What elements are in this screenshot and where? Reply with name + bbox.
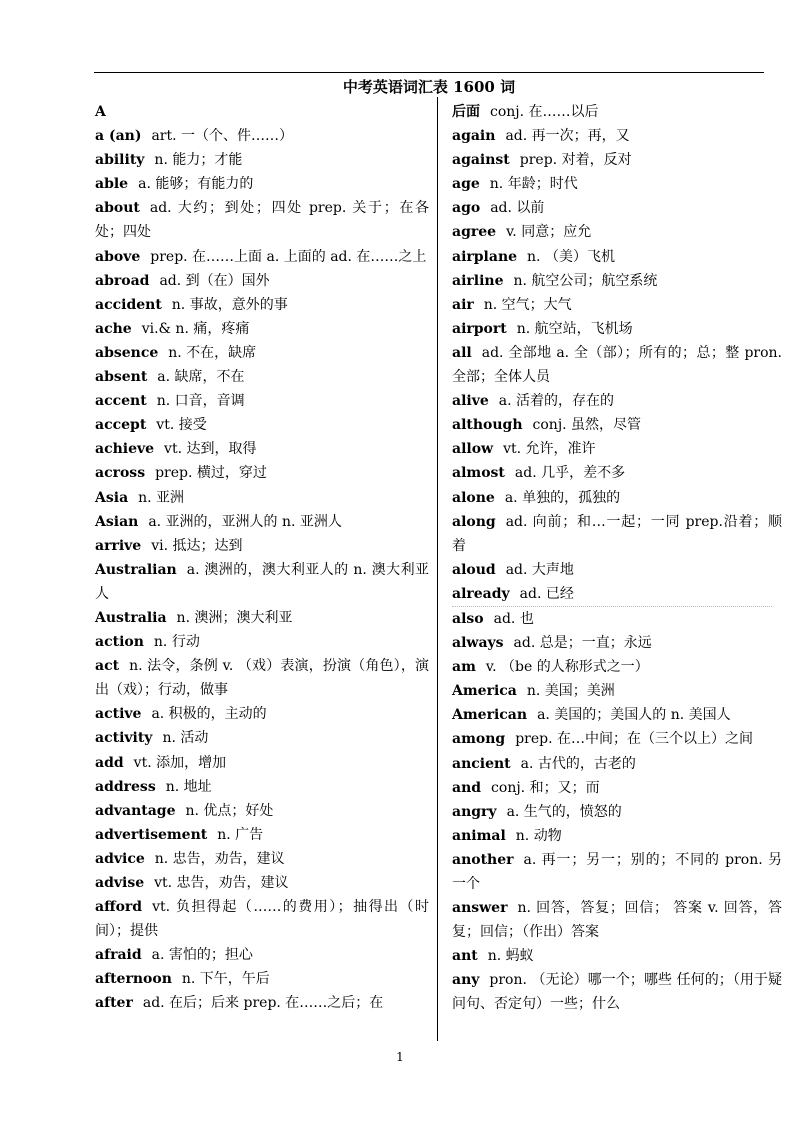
vocab-definition: n. 下午，午后: [181, 971, 270, 988]
vocab-word: A: [95, 104, 106, 120]
vocab-entry: [95, 461, 429, 485]
vocab-entry: [452, 389, 782, 413]
vocab-word: about: [95, 200, 140, 217]
vocab-entry: [95, 389, 429, 413]
vocab-definition: n. （美）飞机: [527, 248, 615, 265]
vocab-word: accident: [95, 296, 162, 313]
vocab-entry: [452, 679, 782, 703]
vocab-definition: ad. 大约；到处；四处 prep. 关于；在各处；四处: [95, 200, 429, 241]
vocab-word: always: [452, 635, 504, 652]
vocab-entry: [452, 196, 782, 220]
vocab-entry: [452, 172, 782, 196]
vocab-entry: [95, 823, 429, 847]
vocab-definition: vt. 允许，准许: [503, 441, 596, 458]
vocab-definition: ad. 已经: [519, 585, 574, 602]
vocab-entry: [95, 895, 429, 943]
vocab-word: address: [95, 778, 156, 795]
vocab-definition: prep. 在…中间；在（三个以上）之间: [515, 731, 754, 748]
vocab-entry: [95, 775, 429, 799]
vocab-definition: a. 能够；有能力的: [138, 176, 254, 193]
vocab-definition: vt. 负担得起（……的费用）；抽得出（时间）；提供: [95, 899, 429, 940]
vocab-word: American: [452, 707, 528, 724]
vocab-definition: vt. 忠告，劝告，建议: [154, 875, 289, 891]
vocab-entry: [95, 196, 429, 244]
vocab-word: across: [95, 465, 146, 482]
vocab-word: alone: [452, 489, 495, 506]
vocab-word: among: [452, 731, 506, 748]
vocab-entry: [95, 799, 429, 823]
vocab-definition: n. 地址: [165, 778, 212, 795]
vocab-definition: vi. 抵达；达到: [151, 537, 243, 554]
vocab-entry: [95, 847, 429, 871]
vocab-definition: a. 积极的，主动的: [151, 706, 267, 723]
vocab-entry: [452, 824, 782, 848]
page-title: 中考英语词汇表 1600 词: [342, 78, 516, 96]
vocab-word: allow: [452, 441, 494, 458]
vocab-entry: [452, 558, 782, 582]
vocab-entry: [95, 437, 429, 461]
vocab-entry: [95, 510, 429, 534]
vocab-entry: [95, 534, 429, 558]
vocab-word: act: [95, 658, 120, 675]
vocab-definition: a. 生气的，愤怒的: [506, 803, 622, 820]
vocab-definition: ad. 向前；和…一起；一同 prep.沿着；顺着: [452, 513, 782, 554]
vocab-word: advice: [95, 850, 145, 867]
vocab-entry: [452, 220, 782, 244]
vocab-entry: [452, 100, 782, 124]
vocab-word: age: [452, 176, 480, 193]
vocab-word: afternoon: [95, 971, 172, 988]
vocab-definition: ad. 几乎，差不多: [514, 465, 626, 482]
vocab-word: advise: [95, 875, 145, 891]
vocab-word: advertisement: [95, 826, 208, 843]
vocab-entry: [452, 582, 772, 607]
vocab-entry: [95, 245, 429, 269]
vocab-definition: ad. 以前: [490, 200, 545, 217]
vocab-word: ancient: [452, 755, 511, 772]
vocab-entry: [95, 148, 429, 172]
left-column: [95, 100, 429, 1016]
vocab-definition: n. 行动: [153, 634, 200, 651]
vocab-definition: a. 再一；另一；别的；不同的 pron. 另一个: [452, 851, 782, 892]
vocab-definition: a. 单独的，孤独的: [504, 489, 621, 506]
vocab-definition: n. 广告: [217, 826, 264, 843]
vocab-definition: n. 动物: [515, 827, 562, 844]
vocab-word: air: [452, 296, 474, 313]
vocab-word: 后面: [452, 104, 480, 120]
vocab-entry: [452, 293, 782, 317]
vocab-word: angry: [452, 803, 497, 820]
vocab-entry: [452, 703, 782, 727]
vocab-entry: [95, 726, 429, 750]
vocab-word: Asian: [95, 513, 139, 530]
vocab-word: almost: [452, 465, 505, 482]
vocab-definition: v. 同意；应允: [506, 224, 592, 241]
vocab-entry: [95, 172, 429, 196]
vocab-entry: [95, 558, 429, 606]
vocab-word: abroad: [95, 272, 150, 289]
vocab-entry: [95, 269, 429, 293]
vocab-word: America: [452, 683, 517, 700]
vocab-word: although: [452, 417, 523, 434]
vocab-entry: [95, 317, 429, 341]
vocab-word: any: [452, 972, 480, 989]
vocab-definition: n. 事故，意外的事: [171, 296, 288, 313]
vocab-definition: conj. 在……以后: [490, 104, 599, 120]
vocab-entry: [452, 510, 782, 558]
vocab-word: alive: [452, 393, 489, 410]
vocab-entry: [452, 631, 782, 655]
vocab-word: agree: [452, 224, 497, 241]
vocab-definition: n. 口音，音调: [156, 393, 245, 410]
vocab-word: add: [95, 754, 124, 771]
vocab-word: achieve: [95, 441, 155, 458]
vocab-word: aloud: [452, 561, 496, 578]
vocab-word: accept: [95, 417, 147, 434]
vocab-definition: a. 美国的；美国人的 n. 美国人: [537, 707, 731, 724]
vocab-definition: n. 回答，答复；回信； 答案 v. 回答，答复；回信；（作出）答案: [452, 900, 782, 941]
vocab-definition: a. 缺席，不在: [157, 369, 245, 386]
vocab-entry: [452, 776, 782, 800]
vocab-word: animal: [452, 827, 506, 844]
vocab-entry: [452, 317, 782, 341]
vocab-word: along: [452, 513, 496, 530]
vocab-word: airplane: [452, 248, 518, 265]
vocab-word: Asia: [95, 489, 129, 506]
vocab-definition: n. 空气；大气: [483, 296, 572, 313]
vocab-word: answer: [452, 900, 508, 917]
vocab-entry: [452, 486, 782, 510]
vocab-entry: [452, 944, 782, 968]
vocab-definition: vt. 达到，取得: [164, 441, 257, 458]
vocab-definition: a. 古代的，古老的: [520, 755, 636, 772]
vocab-entry: [452, 437, 782, 461]
vocab-definition: conj. 和；又；而: [491, 779, 600, 796]
vocab-entry: [95, 100, 429, 124]
vocab-definition: n. 亚洲: [138, 489, 185, 506]
vocab-entry: [95, 124, 429, 148]
vocab-entry: [95, 871, 429, 895]
vocab-definition: vt. 接受: [156, 417, 207, 434]
vocab-definition: ad. 大声地: [505, 561, 574, 578]
vocab-word: another: [452, 851, 514, 868]
vocab-definition: ad. 在后；后来 prep. 在……之后；在: [142, 995, 384, 1012]
vocab-entry: [452, 607, 782, 631]
vocab-definition: n. 法令，条例 v. （戏）表演，扮演（角色），演出（戏）；行动，做事: [95, 658, 429, 699]
vocab-entry: [452, 800, 782, 824]
vocab-word: again: [452, 128, 496, 145]
page-number: 1: [396, 1050, 404, 1064]
vocab-entry: [95, 341, 429, 365]
vocab-word: afford: [95, 899, 143, 916]
vocab-word: am: [452, 659, 476, 676]
vocab-definition: ad. 全部地 a. 全（部）；所有的；总；整 pron. 全部；全体人员: [452, 344, 782, 386]
vocab-entry: [95, 943, 429, 967]
vocab-entry: [452, 148, 782, 172]
vocab-definition: vt. 添加，增加: [133, 754, 227, 771]
vocab-word: ant: [452, 948, 478, 965]
vocab-definition: n. 蚂蚁: [487, 948, 534, 965]
vocab-definition: pron. （无论）哪一个；哪些 任何的；（用于疑问句、否定句）一些；什么: [452, 972, 782, 1013]
vocab-definition: vi.& n. 痛，疼痛: [141, 320, 250, 337]
vocab-entry: [452, 461, 782, 485]
vocab-entry: [95, 630, 429, 654]
vocab-definition: n. 航空站，飞机场: [516, 320, 633, 337]
vocab-entry: [95, 413, 429, 437]
vocab-entry: [95, 606, 429, 630]
vocab-definition: n. 活动: [162, 730, 209, 747]
vocab-definition: v. （be 的人称形式之一）: [485, 659, 649, 676]
vocab-entry: [95, 751, 429, 775]
vocab-word: able: [95, 176, 129, 193]
vocab-word: absence: [95, 344, 159, 361]
vocab-entry: [95, 293, 429, 317]
vocab-definition: n. 美国；美洲: [526, 683, 615, 700]
vocab-definition: n. 年龄；时代: [489, 176, 578, 193]
vocab-entry: [452, 655, 782, 679]
vocab-entry: [452, 245, 782, 269]
vocab-word: a (an): [95, 128, 142, 145]
vocab-definition: a. 澳洲的，澳大利亚人的 n. 澳大利亚人: [95, 561, 429, 602]
vocab-definition: conj. 虽然，尽管: [532, 417, 642, 434]
vocab-entry: [95, 967, 429, 991]
vocab-definition: a. 活着的，存在的: [498, 393, 614, 410]
vocab-entry: [95, 654, 429, 702]
vocab-entry: [452, 413, 782, 437]
vocab-word: ago: [452, 200, 481, 217]
vocab-definition: prep. 对着，反对: [519, 152, 632, 169]
vocab-word: airport: [452, 320, 507, 337]
vocab-word: Australian: [95, 561, 177, 578]
vocab-entry: [452, 896, 782, 944]
vocab-definition: prep. 在……上面 a. 上面的 ad. 在……之上: [150, 248, 427, 265]
vocab-entry: [95, 365, 429, 389]
vocab-definition: n. 优点；好处: [185, 802, 274, 819]
vocab-entry: [95, 486, 429, 510]
vocab-definition: n. 忠告，劝告，建议: [154, 850, 285, 867]
vocab-definition: n. 能力；才能: [154, 152, 243, 169]
vocab-word: Australia: [95, 609, 167, 626]
vocab-definition: art. 一（个、件……）: [151, 128, 294, 145]
vocab-word: advantage: [95, 802, 176, 819]
vocab-word: ability: [95, 152, 145, 169]
vocab-word: arrive: [95, 537, 142, 554]
vocab-word: active: [95, 706, 142, 723]
vocab-entry: [95, 991, 429, 1015]
vocab-entry: [452, 752, 782, 776]
vocab-word: already: [452, 585, 510, 602]
vocab-word: afraid: [95, 947, 142, 964]
vocab-word: absent: [95, 369, 148, 386]
vocab-definition: n. 航空公司；航空系统: [513, 272, 658, 289]
vocab-word: against: [452, 152, 510, 169]
vocab-entry: [452, 269, 782, 293]
vocab-definition: ad. 也: [493, 610, 534, 627]
vocab-word: accent: [95, 393, 147, 410]
vocab-definition: prep. 横过，穿过: [155, 465, 267, 482]
vocab-word: action: [95, 634, 144, 651]
vocab-definition: ad. 总是；一直；永远: [513, 635, 652, 652]
vocab-word: after: [95, 995, 133, 1012]
vocab-word: ache: [95, 320, 132, 337]
vocab-entry: [452, 341, 782, 389]
column-divider: [437, 97, 438, 1041]
top-rule: [94, 72, 764, 73]
vocab-word: also: [452, 610, 484, 627]
vocab-entry: [452, 968, 782, 1016]
vocab-word: above: [95, 248, 141, 265]
vocab-definition: n. 不在，缺席: [168, 344, 257, 361]
vocab-word: all: [452, 344, 472, 361]
vocab-entry: [452, 124, 782, 148]
right-column: [452, 100, 782, 1017]
vocab-definition: a. 亚洲的，亚洲人的 n. 亚洲人: [148, 513, 342, 530]
vocab-definition: ad. 再一次；再，又: [505, 128, 630, 145]
vocab-word: activity: [95, 730, 153, 747]
vocab-definition: ad. 到（在）国外: [159, 272, 270, 289]
vocab-definition: n. 澳洲；澳大利亚: [176, 609, 293, 626]
vocab-entry: [95, 702, 429, 726]
vocab-entry: [452, 727, 782, 751]
vocab-word: airline: [452, 272, 504, 289]
vocab-entry: [452, 848, 782, 896]
vocab-word: and: [452, 779, 482, 796]
vocab-definition: a. 害怕的；担心: [151, 947, 253, 964]
